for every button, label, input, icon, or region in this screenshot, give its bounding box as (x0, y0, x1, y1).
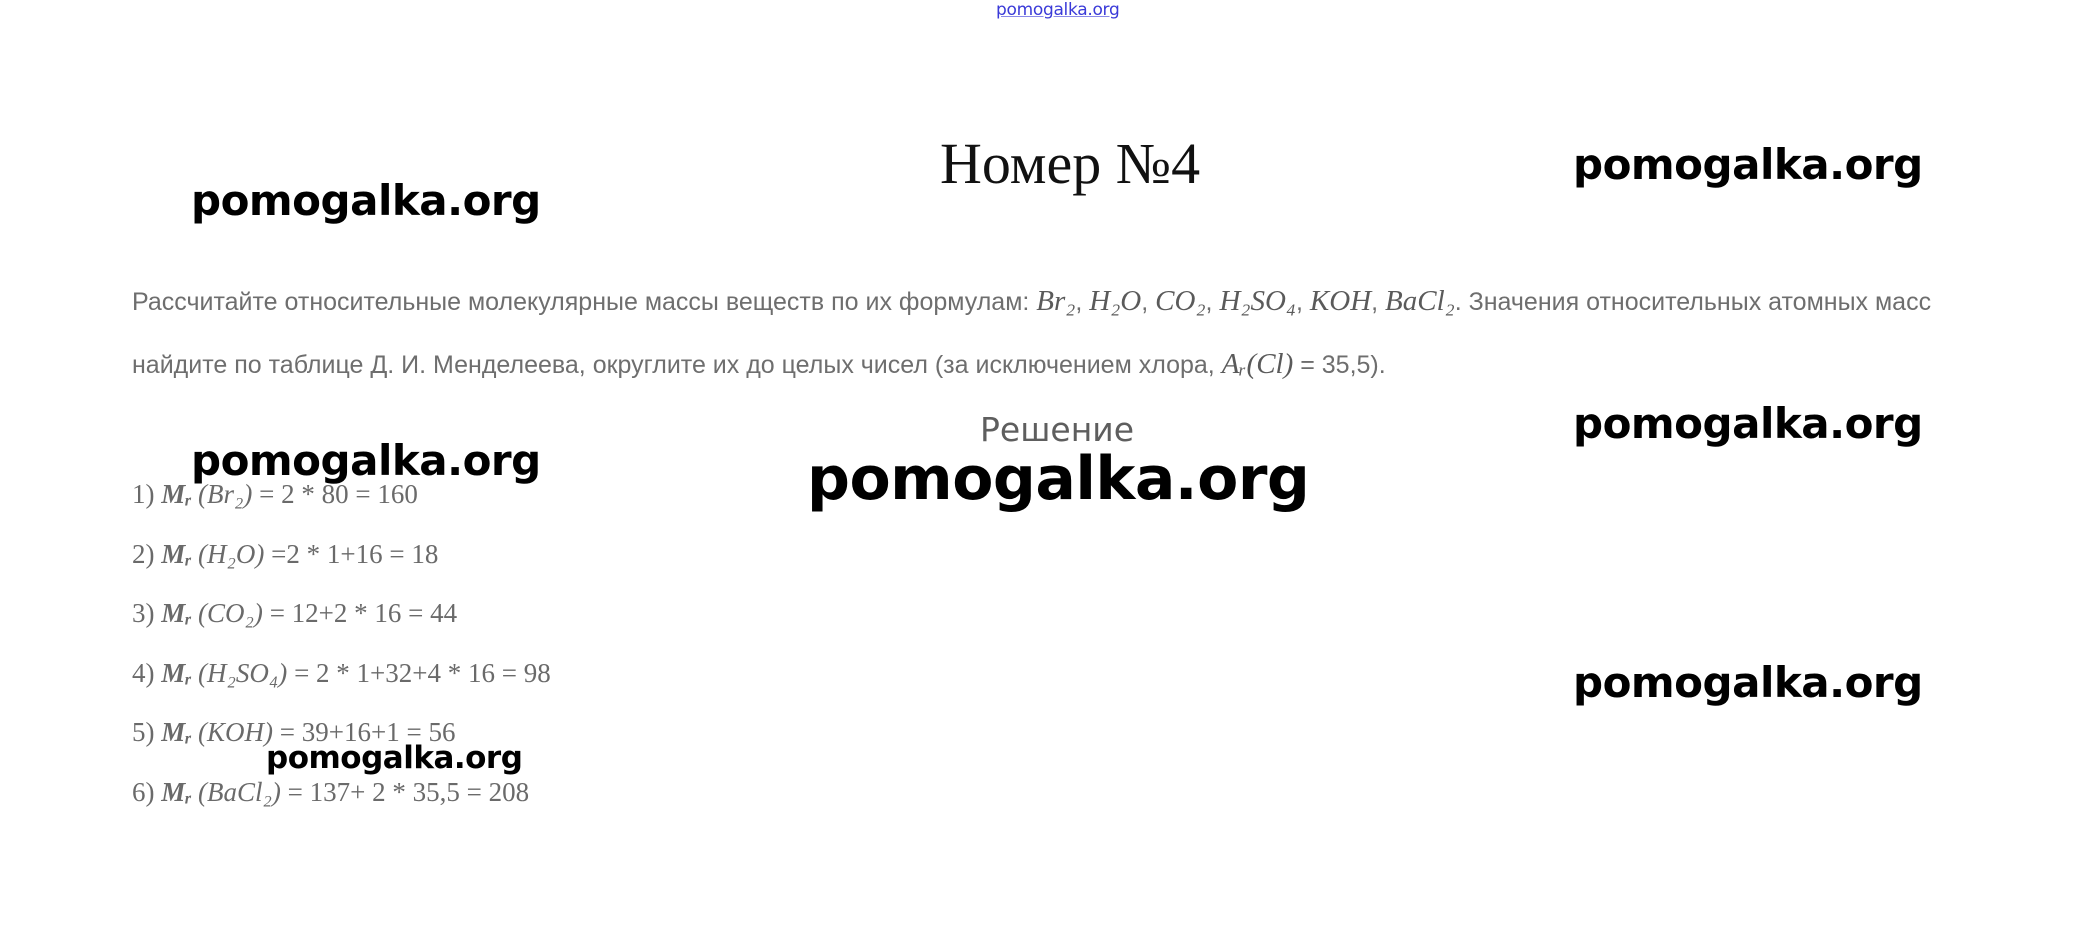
solution-step (132, 777, 551, 837)
watermark-middle-left: pomogalka.org (191, 436, 541, 485)
step-formula: (CO₂) (198, 598, 263, 628)
task-continuation: . Значения относительных атомных масс найдите по таблице Д. И. Менделеева, округлите их до целых чисел (за исключением хлора, (132, 288, 1932, 379)
molar-mass-symbol: Mᵣ (161, 598, 192, 628)
formula-koh: KOH (1309, 285, 1372, 317)
formula-chlorine: Aᵣ(Cl) (1221, 348, 1294, 380)
site-link[interactable]: pomogalka.org (996, 0, 1120, 20)
formula-bacl2: BaCl₂ (1385, 285, 1455, 317)
step-number: 1) (132, 479, 155, 509)
solution-step (132, 539, 551, 599)
molar-mass-symbol: Mᵣ (161, 657, 192, 688)
step-formula: (Br₂) (198, 479, 253, 509)
step-expression: = 2 * 1+32+4 * 16 = 98 (287, 657, 551, 688)
task-statement: Рассчитайте относительные молекулярные массы веществ по их формулам: Br₂, H₂O, CO₂, H₂SO₄, KOH, BaCl₂. Значения относительных атомных масс найдите по таблице Д. И. Менделеева, округлите их до целых чисел (за исключением хлора, Aᵣ(Cl) = 35,5). (132, 285, 1932, 380)
molar-mass-symbol: Mᵣ (161, 776, 192, 807)
watermark-top-right: pomogalka.org (1573, 140, 1923, 189)
solution-step (132, 479, 551, 539)
task-intro: Рассчитайте относительные молекулярные массы веществ по их формулам: (132, 288, 1037, 316)
formula-co2: CO₂ (1155, 285, 1206, 317)
page-title: Номер №4 (940, 131, 1201, 196)
step-number: 4) (132, 657, 155, 688)
formula-br2: Br₂ (1036, 285, 1076, 317)
solution-step (132, 598, 551, 658)
solution-steps (132, 479, 551, 836)
molar-mass-symbol: Mᵣ (161, 717, 192, 747)
molar-mass-symbol: Mᵣ (161, 479, 192, 509)
step-expression: = 12+2 * 16 = 44 (262, 598, 458, 628)
step-number: 3) (132, 598, 155, 628)
watermark-center: pomogalka.org (807, 444, 1310, 514)
solution-heading: Решение (980, 410, 1135, 449)
step-formula: (H₂O) (198, 538, 265, 569)
step-expression: = 39+16+1 = 56 (273, 717, 456, 747)
watermark-middle-right: pomogalka.org (1573, 399, 1923, 448)
step-expression: = 137+ 2 * 35,5 = 208 (280, 776, 530, 807)
step-expression: = 2 * 80 = 160 (252, 479, 418, 509)
step-formula: (H₂SO₄) (198, 657, 288, 688)
step-number: 2) (132, 538, 155, 569)
step-formula: (BaCl₂) (198, 776, 281, 807)
watermark-lower-right: pomogalka.org (1573, 658, 1923, 707)
watermark-small: pomogalka.org (266, 740, 523, 776)
watermark-top-left: pomogalka.org (191, 176, 541, 225)
step-expression: =2 * 1+16 = 18 (264, 538, 439, 569)
formula-h2o: H₂O (1089, 285, 1142, 317)
step-number: 6) (132, 776, 155, 807)
molar-mass-symbol: Mᵣ (161, 538, 192, 569)
step-number: 5) (132, 717, 155, 747)
step-formula: (KOH) (198, 717, 274, 747)
formula-h2so4: H₂SO₄ (1219, 285, 1296, 317)
solution-step (132, 658, 551, 718)
chlorine-value: = 35,5). (1293, 351, 1386, 379)
